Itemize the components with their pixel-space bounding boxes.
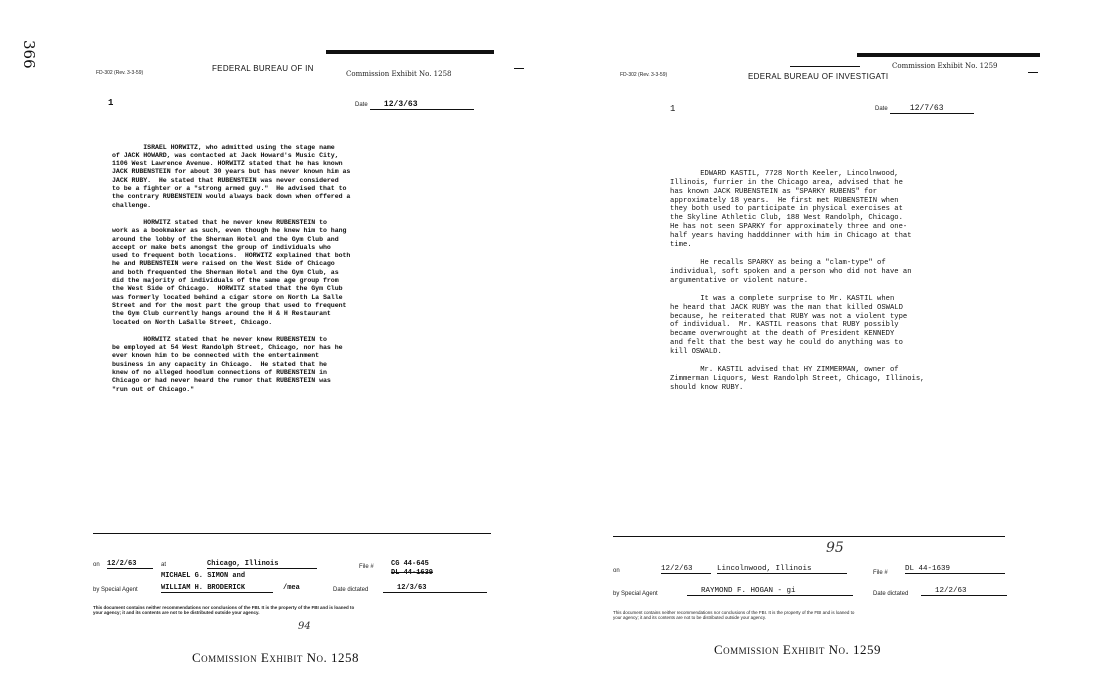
left-paragraph-line: the Gym Club currently hangs around the H & H Restaurant — [112, 310, 331, 318]
right-paragraph-line: He has not seen SPARKY for approximately three and one- — [670, 223, 908, 232]
right-dictated-date: 12/2/63 — [921, 587, 1007, 596]
right-paragraph-line: Mr. KASTIL advised that HY ZIMMERMAN, owner of — [670, 366, 899, 375]
left-paragraph-line: JACK RUBY. He stated that RUBENSTEIN was never considered — [112, 176, 339, 184]
left-paragraph-line: he and RUBENSTEIN were raised on the West Side of Chicago — [112, 260, 335, 268]
right-top-rule-2 — [1028, 72, 1038, 73]
right-exhibit-stamp: Commission Exhibit No. 1259 — [892, 62, 998, 70]
right-form-id: FD-302 (Rev. 3-3-59) — [620, 72, 668, 78]
right-agent: RAYMOND F. HOGAN - gi — [687, 587, 853, 596]
right-on-date: 12/2/63 — [661, 565, 711, 574]
right-paragraph-line: time. — [670, 241, 692, 250]
right-paragraph-line: he heard that JACK RUBY was the man that killed OSWALD — [670, 303, 903, 312]
left-handwritten-number: 94 — [298, 621, 311, 632]
left-form-id: FD-302 (Rev. 3-3-59) — [96, 70, 144, 76]
left-paragraph-line: 1106 West Lawrence Avenue. HORWITZ stated that he has known — [112, 160, 343, 168]
right-location: Lincolnwood, Illinois — [717, 565, 847, 574]
left-at-label: at — [161, 562, 167, 568]
left-paragraphs — [112, 144, 350, 394]
left-paragraph-line: work as a bookmaker as such, even though he knew him to hang — [112, 227, 347, 235]
left-paragraph-line: the contrary RUBENSTEIN would always back down when offered a — [112, 193, 351, 201]
left-paragraph-line: the West Side of Chicago. HORWITZ stated that the Gym Club — [112, 285, 343, 293]
left-paragraph-line: Street and for the most part the group that used to frequent — [112, 301, 347, 309]
left-caption: Commission Exhibit No. 1258 — [192, 650, 360, 665]
right-paragraph-line: It was a complete surprise to Mr. KASTIL when — [670, 294, 895, 303]
right-paragraph-line: half years having hadddinner with him in Chicago at that — [670, 232, 912, 241]
right-paragraph — [670, 170, 924, 250]
right-paragraph-line: and felt that the best way he could do anything was to — [670, 339, 903, 348]
left-location: Chicago, Illinois — [207, 560, 317, 569]
right-date-value: 12/7/63 — [890, 104, 974, 114]
right-paragraphs — [670, 170, 924, 393]
left-disclaimer-line-1: This document contains neither recommendations nor conclusions of the FBI. It is the property of the FBI and is loaned to — [93, 605, 355, 610]
left-disclaimer — [93, 605, 497, 615]
page-number — [8, 40, 38, 70]
right-sheet-number: 1 — [670, 104, 676, 114]
left-paragraph-line: knew of no alleged hoodlum connections of RUBENSTEIN in — [112, 369, 327, 377]
left-paragraph-line: and both frequented the Sherman Hotel and the Gym Club, as — [112, 268, 339, 276]
right-date-label: Date — [875, 106, 888, 112]
right-on-label: on — [613, 568, 620, 574]
left-agency — [212, 64, 314, 73]
page-number-text: 366 — [20, 40, 38, 69]
right-by-label: by Special Agent — [613, 591, 658, 597]
right-agency-text: EDERAL BUREAU OF INVESTIGATI — [748, 72, 889, 81]
right-paragraph-line: argumentative or violent nature. — [670, 276, 809, 285]
left-dictated-date: 12/3/63 — [383, 584, 487, 593]
left-date-value: 12/3/63 — [370, 100, 474, 110]
left-paragraph-line: was formerly located behind a cigar store on North La Salle — [112, 293, 343, 301]
left-paragraph-line: HORWITZ stated that he never knew RUBENSTEIN to — [112, 218, 327, 226]
right-paragraph-line: should know RUBY. — [670, 383, 744, 392]
right-paragraph-line: individual, soft spoken and a person who did not have an — [670, 267, 912, 276]
left-paragraph-line: JACK RUBENSTEIN for about 30 years but has never known him as — [112, 168, 351, 176]
right-paragraph-line: became overwrought at the death of President KENNEDY — [670, 330, 895, 339]
left-sheet-number: 1 — [108, 98, 114, 108]
left-agency-text: FEDERAL BUREAU OF IN — [212, 64, 314, 73]
right-paragraph-line: He recalls SPARKY as being a "clam-type" of — [670, 258, 886, 267]
left-paragraph — [112, 219, 350, 327]
left-file-number-2: DL 44-1639 — [391, 569, 434, 577]
right-paragraph-line: EDWARD KASTIL, 7728 North Keeler, Lincolnwood, — [670, 169, 899, 178]
right-paragraph-line: Illinois, furrier in the Chicago area, advised that he — [670, 178, 903, 187]
left-file-label: File # — [359, 564, 374, 570]
right-paragraph — [670, 259, 924, 286]
left-on-date: 12/2/63 — [107, 560, 153, 569]
right-footer-rule — [613, 536, 1005, 537]
left-paragraph-line: around the lobby of the Sherman Hotel and the Gym Club and — [112, 235, 339, 243]
left-agent-2: WILLIAM H. BRODERICK — [161, 584, 273, 593]
left-file-number-1: CG 44-645 — [391, 560, 429, 568]
right-date-row — [875, 104, 974, 114]
left-top-rule — [514, 68, 524, 69]
right-top-bar — [857, 53, 1040, 57]
right-file-number: DL 44-1639 — [905, 565, 1005, 574]
left-paragraph-line: located on North LaSalle Street, Chicago. — [112, 318, 273, 326]
right-disclaimer — [613, 610, 1017, 620]
right-agency — [748, 72, 888, 81]
left-top-bar — [326, 50, 494, 54]
left-paragraph-line: ISRAEL HORWITZ, who admitted using the stage name — [112, 143, 335, 151]
left-paragraph-line: be employed at 54 West Randolph Street, Chicago, nor has he — [112, 344, 343, 352]
left-by-label: by Special Agent — [93, 587, 138, 593]
left-paragraph-line: of JACK HOWARD, was contacted at Jack Howard's Music City, — [112, 151, 339, 159]
right-paragraph-line: Zimmerman Liquors, West Randolph Street, Chicago, Illinois, — [670, 374, 925, 383]
right-handwritten-number: 95 — [826, 540, 844, 556]
right-paragraph — [670, 366, 924, 393]
right-paragraph-line: approximately 18 years. He first met RUBENSTEIN when — [670, 196, 899, 205]
right-paragraph-line: the Skyline Athletic Club, 188 West Randolph, Chicago. — [670, 214, 903, 223]
left-paragraph-line: "run out of Chicago." — [112, 385, 195, 393]
left-date-label: Date — [355, 102, 368, 108]
left-exhibit-stamp: Commission Exhibit No. 1258 — [346, 70, 452, 78]
left-paragraph-line: to be a fighter or a "strong armed guy." He advised that to — [112, 185, 347, 193]
right-disclaimer-line-2: your agency; it and its contents are not to be distributed outside your agency. — [613, 615, 767, 620]
right-caption: Commission Exhibit No. 1259 — [714, 642, 882, 657]
right-body — [670, 152, 924, 420]
right-paragraph-line: they both used to participate in physical exercises at — [670, 205, 903, 214]
left-agent-1: MICHAEL G. SIMON and — [161, 572, 246, 580]
left-initials: /mea — [283, 584, 300, 592]
left-paragraph — [112, 336, 350, 394]
left-paragraph-line: ever known him to be connected with the entertainment — [112, 352, 320, 360]
left-on-label: on — [93, 562, 100, 568]
left-paragraph — [112, 144, 350, 210]
right-paragraph-line: because, he reiterated that RUBY was not a violent type — [670, 312, 908, 321]
right-file-label: File # — [873, 570, 888, 576]
left-date-row — [355, 100, 474, 110]
left-paragraph-line: accept or make bets amongst the group of individuals who — [112, 243, 331, 251]
left-disclaimer-line-2: your agency; it and its contents are not to be distributed outside your agency. — [93, 610, 260, 615]
left-paragraph-line: used to frequent both locations. HORWITZ explained that both — [112, 252, 351, 260]
right-paragraph-line: of individual. Mr. KASTIL reasons that RUBY possibly — [670, 321, 899, 330]
right-top-rule — [790, 66, 860, 67]
right-footer — [613, 565, 1013, 605]
left-paragraph-line: challenge. — [112, 201, 152, 209]
left-paragraph-line: Chicago or had never heard the rumor that RUBENSTEIN was — [112, 377, 331, 385]
left-footer-rule — [93, 533, 491, 534]
left-paragraph-line: HORWITZ stated that he never knew RUBENSTEIN to — [112, 335, 327, 343]
right-disclaimer-line-1: This document contains neither recommendations nor conclusions of the FBI. It is the property of the FBI and is loaned to — [613, 610, 855, 615]
right-dictated-label: Date dictated — [873, 591, 909, 597]
left-dictated-label: Date dictated — [333, 587, 369, 593]
right-paragraph-line: kill OSWALD. — [670, 348, 722, 357]
right-paragraph-line: has known JACK RUBENSTEIN as "SPARKY RUBENS" for — [670, 187, 878, 196]
left-paragraph-line: did the majority of individuals of the same age group from — [112, 277, 339, 285]
left-paragraph-line: business in any capacity in Chicago. He stated that he — [112, 360, 327, 368]
left-body — [112, 127, 350, 420]
right-paragraph — [670, 295, 924, 357]
